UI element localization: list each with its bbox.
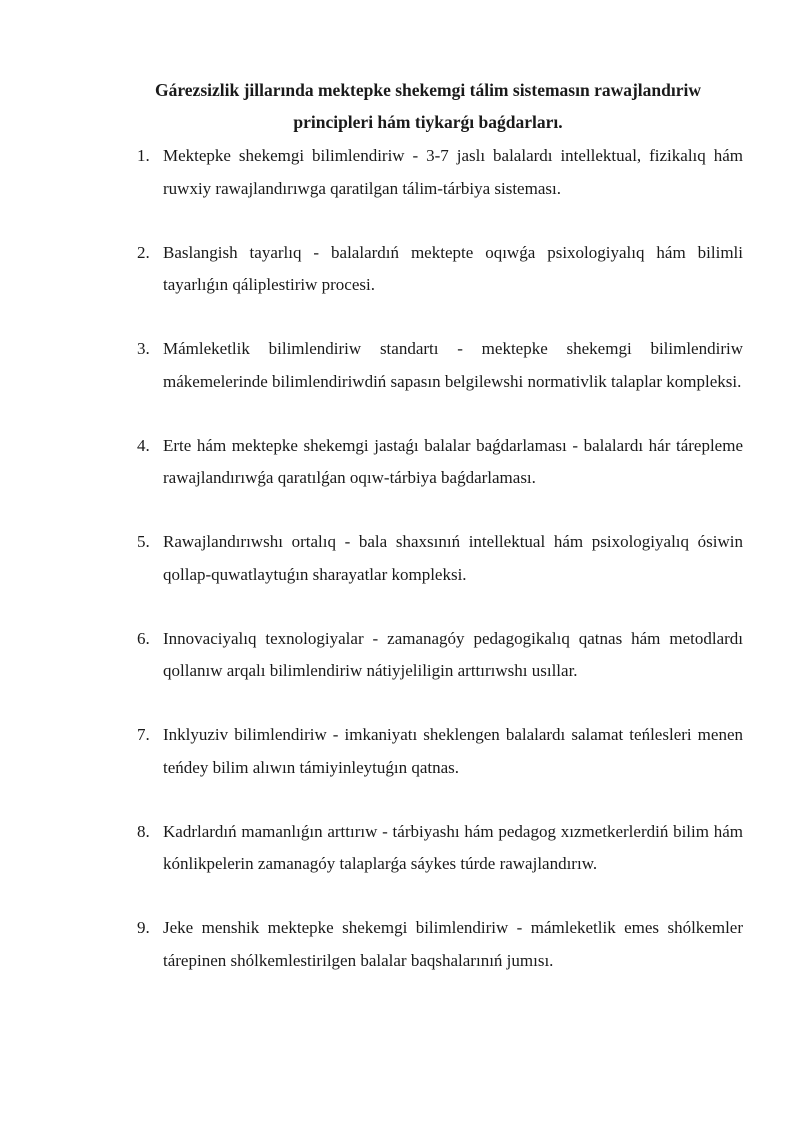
list-item	[137, 816, 743, 881]
list-item-number: 1.	[137, 146, 150, 165]
list-item-number: 7.	[137, 725, 150, 744]
list-item-text: Inklyuziv bilimlendiriw - imkaniyatı sheklengen balalardı salamat teńlesleri menen teńdey bilim alıwın támiyinleytuǵın qatnas.	[163, 725, 743, 777]
list-item-number: 8.	[137, 821, 150, 841]
document-title	[100, 74, 756, 138]
list-item	[137, 333, 743, 398]
list-item-number: 5.	[137, 532, 150, 551]
list-item	[137, 140, 743, 205]
list-item	[137, 623, 743, 688]
principles-list	[137, 140, 743, 977]
list-item-text: Erte hám mektepke shekemgi jastaǵı balalar baǵdarlaması - balalardı hár tárepleme rawajlandırıwǵa qaratılǵan oqıw-tárbiya baǵdarlaması.	[163, 435, 743, 487]
list-item-text: Mektepke shekemgi bilimlendiriw - 3-7 jaslı balalardı intellektual, fizikalıq hám ruwxiy rawajlandırıwga qaratilgan tálim-tárbiya sisteması.	[163, 146, 743, 198]
list-item-number: 6.	[137, 628, 150, 648]
list-item	[137, 237, 743, 302]
list-item-number: 3.	[137, 339, 150, 358]
list-item-text: Baslangish tayarlıq - balalardıń mektepte oqıwǵa psixologiyalıq hám bilimli tayarlıǵın qáliplestiriw procesi.	[163, 242, 743, 294]
list-item-text: Rawajlandırıwshı ortalıq - bala shaxsınıń intellektual hám psixologiyalıq ósiwin qollap-quwatlaytuǵın sharayatlar kompleksi.	[163, 532, 743, 584]
title-line-1: Gárezsizlik jillarında mektepke shekemgi tálim sistemasın rawajlandıriw	[154, 80, 702, 100]
list-item	[137, 912, 743, 977]
list-item-text: Jeke menshik mektepke shekemgi bilimlendiriw - mámleketlik emes shólkemler tárepinen shólkemlestirilgen balalar baqshalarınıń jumısı.	[163, 918, 743, 970]
list-item	[137, 719, 743, 784]
list-item	[137, 430, 743, 495]
list-item-number: 4.	[137, 435, 150, 455]
list-item-text: Kadrlardıń mamanlıǵın arttırıw - tárbiyashı hám pedagog xızmetkerlerdiń bilim hám kónlikpelerin zamanagóy talaplarǵa sáykes túrde rawajlandırıw.	[163, 821, 743, 873]
list-item-number: 9.	[137, 918, 150, 937]
list-item-text: Innovaciyalıq texnologiyalar - zamanagóy pedagogikalıq qatnas hám metodlardı qollanıw arqalı bilimlendiriw nátiyjeliligin arttırıwshı usıllar.	[163, 628, 743, 680]
title-line-2: principleri hám tiykarǵı baǵdarları.	[293, 112, 563, 132]
list-item	[137, 526, 743, 591]
list-item-text: Mámleketlik bilimlendiriw standartı - mektepke shekemgi bilimlendiriw mákemelerinde bilimlendiriwdiń sapasın belgilewshi normativlik talaplar kompleksi.	[163, 339, 743, 391]
list-item-number: 2.	[137, 242, 150, 262]
